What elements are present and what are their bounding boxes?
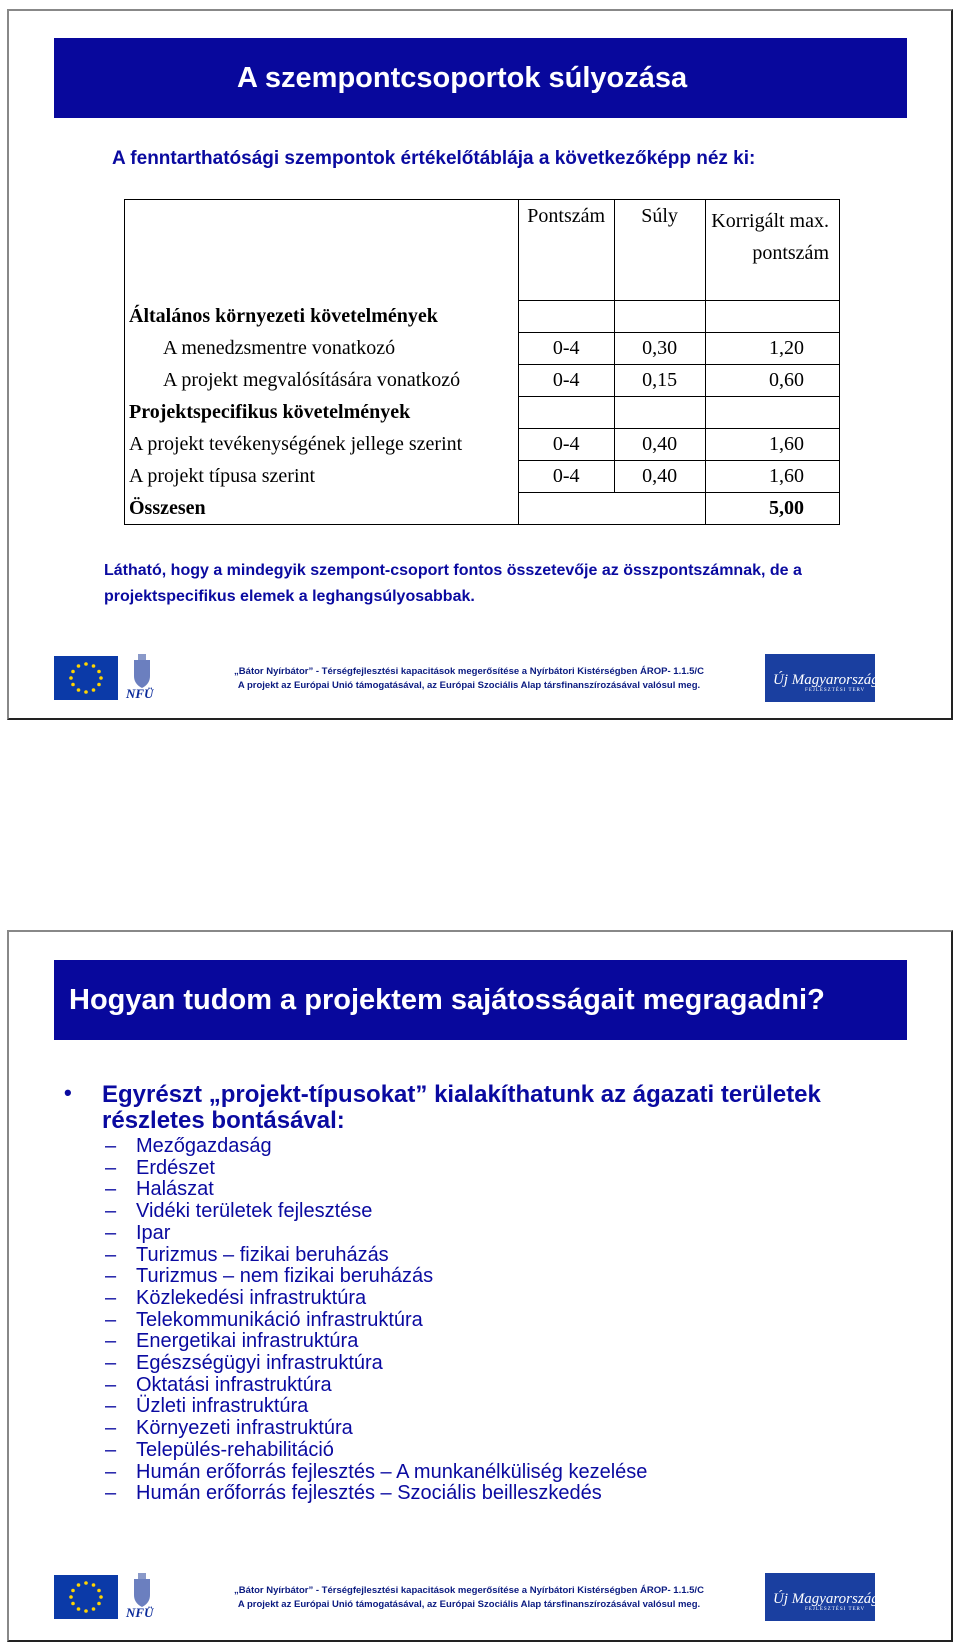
table-cell-weight: 0,40 xyxy=(614,461,705,493)
table-cell-weight: 0,40 xyxy=(614,429,705,461)
table-cell-max xyxy=(705,301,839,333)
table-row xyxy=(125,397,840,429)
table-row-total xyxy=(125,493,840,525)
table-header-row xyxy=(125,200,840,301)
table-row xyxy=(125,429,840,461)
list-item: – Egészségügyi infrastruktúra xyxy=(105,1353,647,1375)
table-cell-label: A menedzsmentre vonatkozó xyxy=(125,333,519,365)
nfu-logo: NFÜ xyxy=(126,686,154,701)
table-header-max: Korrigált max. pontszám xyxy=(705,200,839,301)
main-bullet-text: Egyrészt „projekt-típusokat” kialakíthatunk az ágazati területek részletes bontásával: xyxy=(102,1081,821,1134)
score-table xyxy=(124,199,840,525)
table-header-points: Pontszám xyxy=(518,200,614,301)
table-cell-weight xyxy=(614,301,705,333)
table-row xyxy=(125,333,840,365)
list-item: – Turizmus – fizikai beruházás xyxy=(105,1245,647,1267)
eu-flag-icon xyxy=(54,1575,118,1619)
um-logo-text: Új Magyarország xyxy=(773,672,879,688)
main-bullet xyxy=(64,1082,904,1134)
table-cell-label: Összesen xyxy=(125,493,519,525)
table-cell-weight: 0,30 xyxy=(614,333,705,365)
uj-magyarorszag-logo xyxy=(765,1573,879,1621)
table-cell-max: 1,60 xyxy=(705,429,839,461)
list-item: – Mezőgazdaság xyxy=(105,1136,647,1158)
list-item: – Erdészet xyxy=(105,1158,647,1180)
table-cell-max: 5,00 xyxy=(705,493,839,525)
list-item: – Oktatási infrastruktúra xyxy=(105,1375,647,1397)
table-row xyxy=(125,365,840,397)
footer-text xyxy=(209,665,729,693)
um-logo-small: FEJLESZTÉSI TERV xyxy=(805,688,866,693)
bullet-dot-icon: • xyxy=(64,1080,72,1105)
table-cell-label: A projekt megvalósítására vonatkozó xyxy=(125,365,519,397)
table-cell-max: 0,60 xyxy=(705,365,839,397)
table-cell-label: Projektspecifikus követelmények xyxy=(125,397,519,429)
slide-2 xyxy=(7,930,953,1642)
table-header-empty xyxy=(125,200,519,301)
table-cell-max xyxy=(705,397,839,429)
table-row xyxy=(125,461,840,493)
list-item: – Vidéki területek fejlesztése xyxy=(105,1201,647,1223)
list-item: – Üzleti infrastruktúra xyxy=(105,1396,647,1418)
table-cell-weight xyxy=(614,397,705,429)
list-item: – Ipar xyxy=(105,1223,647,1245)
list-item: – Halászat xyxy=(105,1179,647,1201)
slide-1 xyxy=(7,9,953,720)
footer-line-2: A projekt az Európai Unió támogatásával, az Európai Szociális Alap társfinanszírozásával valósul meg. xyxy=(237,1599,701,1610)
footer-line-1: „Bátor Nyírbátor” - Térségfejlesztési kapacitások megerősítése a Nyírbátori Kistérségben ÁROP- 1.1.5/C xyxy=(234,666,704,677)
table-cell-points xyxy=(518,397,614,429)
table-cell-label: A projekt típusa szerint xyxy=(125,461,519,493)
list-item: – Közlekedési infrastruktúra xyxy=(105,1288,647,1310)
footer xyxy=(9,1575,951,1635)
list-item: – Turizmus – nem fizikai beruházás xyxy=(105,1266,647,1288)
um-logo-small: FEJLESZTÉSI TERV xyxy=(805,1607,866,1612)
table-cell-points: 0-4 xyxy=(518,429,614,461)
slide-title: Hogyan tudom a projektem sajátosságait megragadni? xyxy=(54,960,907,1040)
list-item: – Humán erőforrás fejlesztés – A munkanélküliség kezelése xyxy=(105,1462,647,1484)
table-cell-max: 1,60 xyxy=(705,461,839,493)
list-item: – Humán erőforrás fejlesztés – Szociális beilleszkedés xyxy=(105,1483,647,1505)
footer-line-2: A projekt az Európai Unió támogatásával, az Európai Szociális Alap társfinanszírozásával valósul meg. xyxy=(237,680,701,691)
table-cell-label: Általános környezeti követelmények xyxy=(125,301,519,333)
sector-list xyxy=(105,1136,647,1505)
slide-subtitle: A fenntarthatósági szempontok értékelőtáblája a következőképp néz ki: xyxy=(112,148,756,169)
table-cell-weight xyxy=(614,493,705,525)
table-cell-label: A projekt tevékenységének jellege szerint xyxy=(125,429,519,461)
table-cell-points: 0-4 xyxy=(518,333,614,365)
eu-flag-icon xyxy=(54,656,118,700)
nfu-logo: NFÜ xyxy=(126,1605,154,1620)
conclusion-text: Látható, hogy a mindegyik szempont-csoport fontos összetevője az összpontszámnak, de a projektspecifikus elemek a leghangsúlyosabbak. xyxy=(104,562,802,605)
list-item: – Energetikai infrastruktúra xyxy=(105,1331,647,1353)
table-cell-max: 1,20 xyxy=(705,333,839,365)
table-cell-points xyxy=(518,493,614,525)
footer-text xyxy=(209,1584,729,1612)
table-row xyxy=(125,301,840,333)
table-header-weight: Súly xyxy=(614,200,705,301)
table-cell-points: 0-4 xyxy=(518,461,614,493)
list-item: – Telekommunikáció infrastruktúra xyxy=(105,1310,647,1332)
um-logo-text: Új Magyarország xyxy=(773,1591,879,1607)
uj-magyarorszag-logo xyxy=(765,654,879,702)
footer-line-1: „Bátor Nyírbátor” - Térségfejlesztési kapacitások megerősítése a Nyírbátori Kistérségben ÁROP- 1.1.5/C xyxy=(234,1585,704,1596)
table-cell-points xyxy=(518,301,614,333)
slide-title: A szempontcsoportok súlyozása xyxy=(54,38,907,118)
list-item: – Település-rehabilitáció xyxy=(105,1440,647,1462)
list-item: – Környezeti infrastruktúra xyxy=(105,1418,647,1440)
footer xyxy=(9,656,951,716)
table-cell-weight: 0,15 xyxy=(614,365,705,397)
table-cell-points: 0-4 xyxy=(518,365,614,397)
